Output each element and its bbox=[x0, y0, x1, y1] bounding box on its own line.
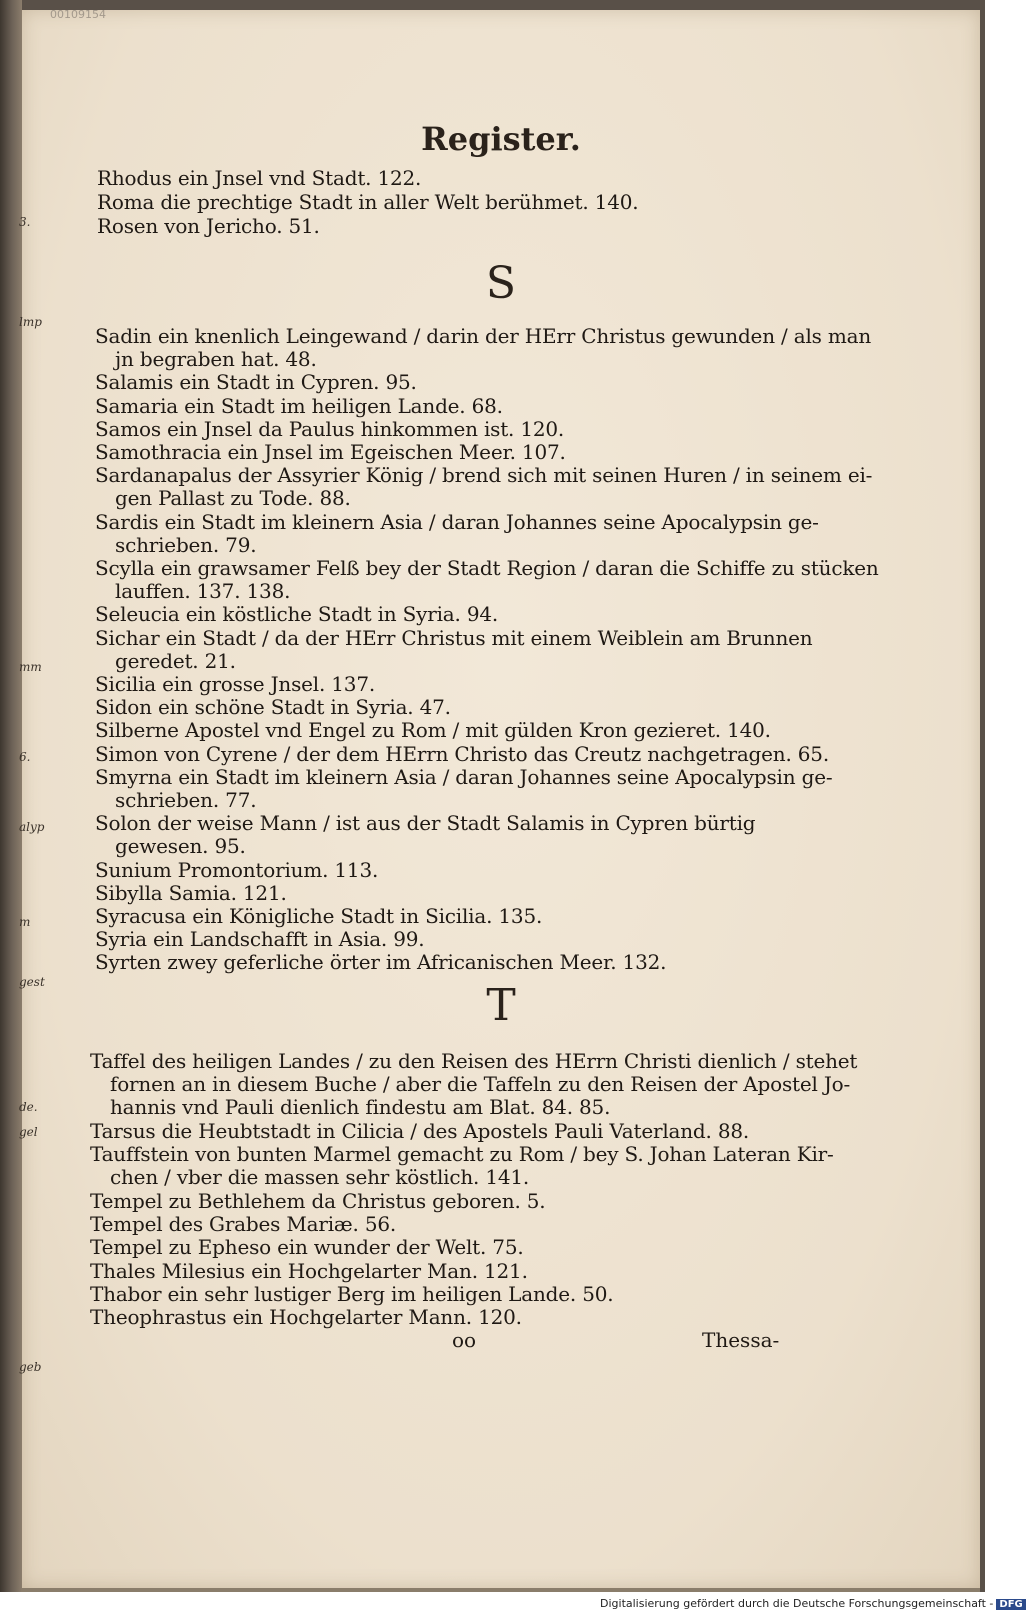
entry-line: Roma die prechtige Stadt in aller Welt berühmet. 140. bbox=[97, 190, 639, 214]
index-entry bbox=[90, 1306, 522, 1329]
entry-line: Scylla ein grawsamer Felß bey der Stadt Region / daran die Schiffe zu stücken bbox=[95, 556, 879, 580]
margin-mark: gest bbox=[19, 975, 45, 989]
page-bottom-edge bbox=[22, 1588, 980, 1592]
entry-continuation: fornen an in diesem Buche / aber die Taffeln zu den Reisen der Apostel Jo- bbox=[110, 1072, 851, 1096]
index-entry bbox=[90, 1143, 834, 1189]
index-entry bbox=[95, 951, 666, 974]
entry-continuation: gen Pallast zu Tode. 88. bbox=[115, 486, 351, 511]
entry-continuation: geredet. 21. bbox=[115, 648, 236, 673]
entry-line: Samothracia ein Jnsel im Egeischen Meer. 107. bbox=[95, 440, 566, 464]
entry-line: Tempel zu Bethlehem da Christus geboren. 5. bbox=[90, 1188, 546, 1213]
running-head: Register. bbox=[421, 120, 581, 158]
entry-line: Sichar ein Stadt / da der HErr Christus mit einem Weiblein am Brunnen bbox=[95, 625, 813, 650]
index-entry bbox=[95, 557, 879, 603]
entry-continuation: hannis vnd Pauli dienlich findestu am Blat. 84. 85. bbox=[110, 1095, 611, 1119]
entry-line: Syrten zwey geferliche örter im Africanischen Meer. 132. bbox=[95, 950, 667, 975]
entry-line: Thales Milesius ein Hochgelarter Man. 121. bbox=[90, 1258, 528, 1283]
entry-line: Sardanapalus der Assyrier König / brend sich mit seinen Huren / in seinem ei- bbox=[95, 463, 873, 488]
entry-line: Syria ein Landschafft in Asia. 99. bbox=[95, 927, 425, 952]
section-letter-s: S bbox=[485, 258, 517, 309]
entry-line: Rhodus ein Jnsel vnd Stadt. 122. bbox=[97, 166, 422, 190]
entry-line: Sunium Promontorium. 113. bbox=[95, 857, 379, 882]
book-page bbox=[19, 8, 980, 1588]
entry-line: Tauffstein von bunten Marmel gemacht zu Rom / bey S. Johan Lateran Kir- bbox=[90, 1142, 834, 1167]
index-entry bbox=[95, 441, 566, 464]
entry-continuation: schrieben. 79. bbox=[115, 532, 257, 557]
margin-mark: mm bbox=[19, 660, 42, 674]
index-entry bbox=[90, 1120, 749, 1143]
index-entry bbox=[97, 191, 638, 214]
entry-line: Theophrastus ein Hochgelarter Mann. 120. bbox=[90, 1305, 522, 1330]
index-entry bbox=[95, 371, 417, 394]
margin-mark: alyp bbox=[19, 820, 45, 834]
index-entry bbox=[95, 719, 771, 742]
margin-mark: m bbox=[19, 915, 31, 929]
entry-line: Samaria ein Stadt im heiligen Lande. 68. bbox=[95, 393, 503, 418]
entry-line: Simon von Cyrene / der dem HErrn Christo das Creutz nachgetragen. 65. bbox=[95, 741, 829, 766]
margin-mark: 6. bbox=[19, 750, 31, 764]
index-entry bbox=[95, 603, 498, 626]
entry-line: Sicilia ein grosse Jnsel. 137. bbox=[95, 672, 376, 696]
index-entry bbox=[95, 812, 755, 858]
index-entry bbox=[95, 882, 287, 905]
scan-id: 00109154 bbox=[50, 8, 106, 21]
margin-mark: de. bbox=[19, 1100, 38, 1114]
index-entry bbox=[90, 1190, 545, 1213]
index-entry bbox=[97, 167, 421, 190]
entry-line: Solon der weise Mann / ist aus der Stadt Salamis in Cypren bürtig bbox=[95, 811, 756, 836]
entry-continuation: schrieben. 77. bbox=[115, 787, 257, 812]
credit-text: Digitalisierung gefördert durch die Deutsche Forschungsgemeinschaft - bbox=[600, 1597, 994, 1610]
index-entry bbox=[90, 1050, 857, 1119]
entry-line: Tempel des Grabes Mariæ. 56. bbox=[90, 1212, 397, 1237]
entry-line: Rosen von Jericho. 51. bbox=[97, 214, 320, 238]
index-entry bbox=[97, 215, 320, 238]
entry-line: Sibylla Samia. 121. bbox=[95, 880, 287, 905]
index-entry bbox=[95, 905, 542, 928]
entry-line: Taffel des heiligen Landes / zu den Reisen des HErrn Christi dienlich / stehet bbox=[90, 1049, 858, 1073]
index-entry bbox=[95, 928, 424, 951]
entry-line: Silberne Apostel vnd Engel zu Rom / mit gülden Kron gezieret. 140. bbox=[95, 718, 771, 743]
signature-mark: oo bbox=[452, 1328, 477, 1352]
digitization-credit bbox=[600, 1597, 1026, 1610]
entry-line: Sardis ein Stadt im kleinern Asia / daran Johannes seine Apocalypsin ge- bbox=[95, 509, 819, 534]
entry-line: Sidon ein schöne Stadt in Syria. 47. bbox=[95, 695, 451, 720]
index-entry bbox=[95, 511, 819, 557]
entry-line: Tarsus die Heubtstadt in Cilicia / des Apostels Pauli Vaterland. 88. bbox=[90, 1118, 750, 1143]
margin-mark: gel bbox=[19, 1125, 38, 1139]
entry-line: Salamis ein Stadt in Cypren. 95. bbox=[95, 370, 417, 395]
index-entry bbox=[95, 673, 375, 696]
catchword: Thessa- bbox=[702, 1328, 780, 1352]
entry-line: Seleucia ein köstliche Stadt in Syria. 94. bbox=[95, 602, 499, 627]
entry-continuation: jn begraben hat. 48. bbox=[115, 347, 317, 371]
index-entry bbox=[95, 627, 812, 673]
entry-line: Syracusa ein Königliche Stadt in Sicilia. 135. bbox=[95, 904, 543, 928]
margin-mark: lmp bbox=[19, 315, 42, 329]
index-entry bbox=[95, 696, 451, 719]
entry-line: Smyrna ein Stadt im kleinern Asia / daran Johannes seine Apocalypsin ge- bbox=[95, 764, 833, 789]
index-entry bbox=[90, 1213, 396, 1236]
index-entry bbox=[95, 395, 503, 418]
book-edge bbox=[0, 0, 22, 1592]
index-entry bbox=[95, 464, 872, 510]
index-entry bbox=[95, 766, 832, 812]
entry-continuation: chen / vber die massen sehr köstlich. 141. bbox=[110, 1165, 530, 1190]
entry-line: Sadin ein knenlich Leingewand / darin der HErr Christus gewunden / als man bbox=[95, 324, 872, 348]
margin-mark: 3. bbox=[19, 215, 31, 229]
margin-mark: geb bbox=[19, 1360, 42, 1374]
index-entry bbox=[95, 859, 378, 882]
section-letter-t: T bbox=[486, 980, 516, 1031]
index-entry bbox=[90, 1283, 613, 1306]
entry-continuation: gewesen. 95. bbox=[115, 834, 246, 859]
entry-line: Tempel zu Epheso ein wunder der Welt. 75. bbox=[90, 1235, 524, 1260]
index-entry bbox=[95, 325, 871, 371]
index-entry bbox=[90, 1260, 528, 1283]
entry-continuation: lauffen. 137. 138. bbox=[115, 579, 291, 603]
index-entry bbox=[90, 1236, 524, 1259]
entry-line: Samos ein Jnsel da Paulus hinkommen ist. 120. bbox=[95, 416, 565, 441]
index-entry bbox=[95, 743, 829, 766]
entry-line: Thabor ein sehr lustiger Berg im heiligen Lande. 50. bbox=[90, 1282, 614, 1306]
index-entry bbox=[95, 418, 564, 441]
dfg-logo: DFG bbox=[996, 1599, 1025, 1610]
